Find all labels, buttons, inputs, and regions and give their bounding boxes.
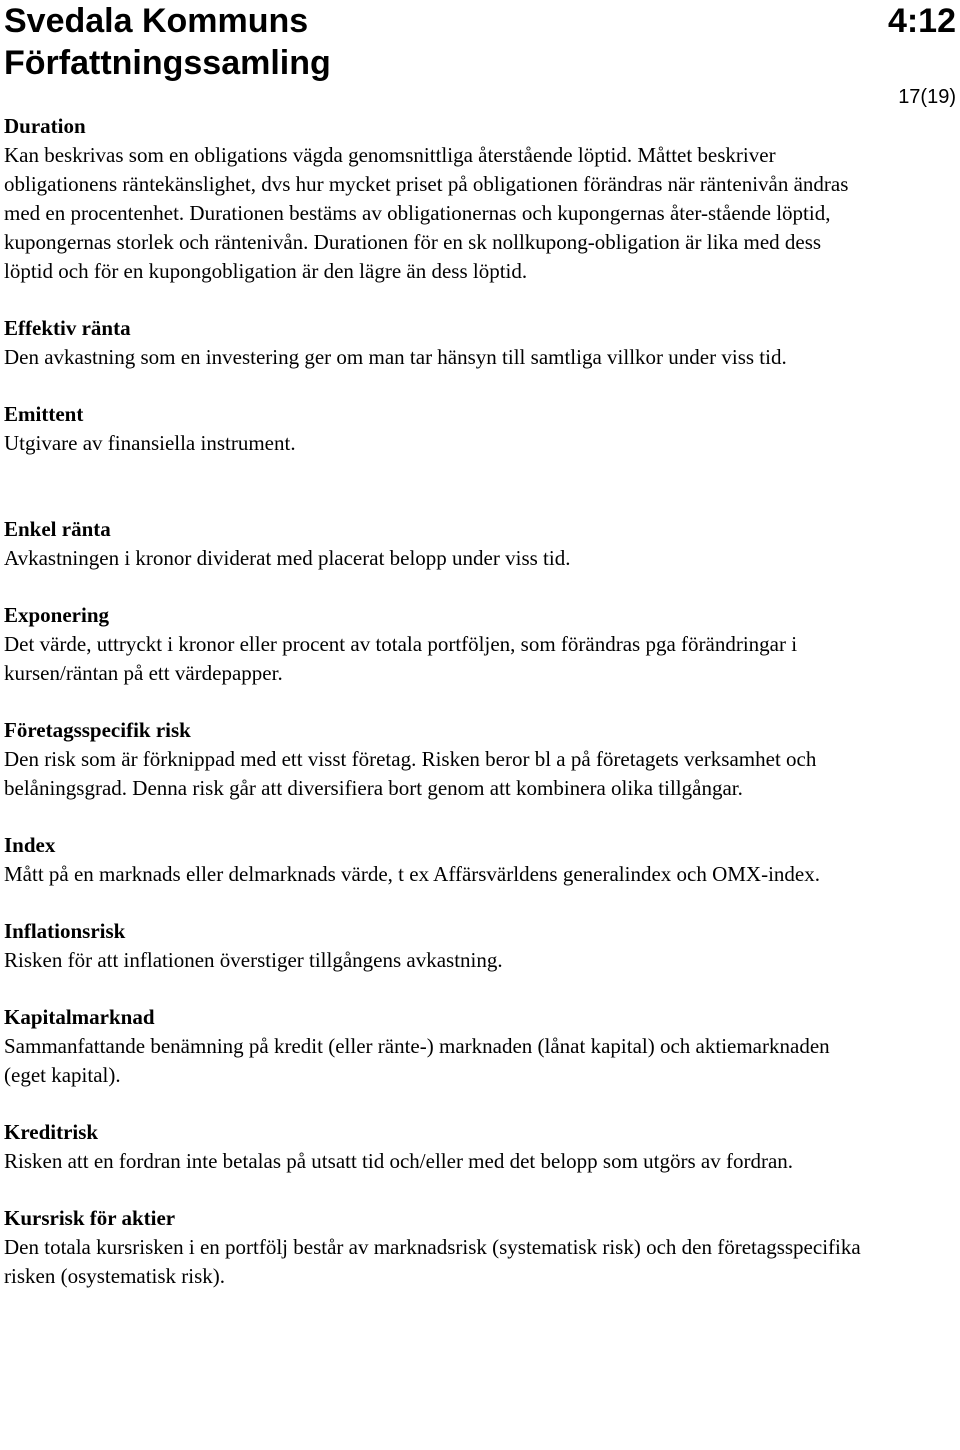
- entry-term: Kapitalmarknad: [4, 1005, 155, 1029]
- entry-definition: Mått på en marknads eller delmarknads värde, t ex Affärsvärldens generalindex och OMX-index.: [4, 862, 820, 886]
- glossary-entry-duration: [4, 112, 864, 286]
- glossary-entry-enkel-ranta: [4, 515, 864, 573]
- document-title: [4, 0, 331, 84]
- glossary-list: [4, 112, 864, 1291]
- entry-definition: Den risk som är förknippad med ett visst företag. Risken beror bl a på företagets verksamhet och belåningsgrad. Denna risk går att diversifiera bort genom att kombinera olika tillgångar.: [4, 747, 817, 800]
- glossary-entry-emittent: [4, 400, 864, 458]
- glossary-entry-kapitalmarknad: [4, 1003, 864, 1090]
- section-code: 4:12: [887, 2, 956, 40]
- entry-definition: Risken att en fordran inte betalas på utsatt tid och/eller med det belopp som utgörs av fordran.: [4, 1149, 794, 1173]
- entry-definition: Avkastningen i kronor dividerat med placerat belopp under viss tid.: [4, 546, 571, 570]
- entry-term: Index: [4, 833, 56, 857]
- title-line-1: Svedala Kommuns: [4, 2, 309, 40]
- entry-term: Effektiv ränta: [4, 316, 131, 340]
- glossary-entry-kursrisk-for-aktier: [4, 1204, 864, 1291]
- entry-definition: Den totala kursrisken i en portfölj består av marknadsrisk (systematisk risk) och den företagsspecifika risken (osystematisk risk).: [4, 1235, 861, 1288]
- page-number: 17(19): [898, 86, 956, 108]
- entry-definition: Kan beskrivas som en obligations vägda genomsnittliga återstående löptid. Måttet beskriver obligationens räntekänslighet, dvs hur mycket priset på obligationen förändras när räntenivån ändras med en procentenhet. Durationen bestäms av obligationernas och kupongernas åter-stående löptid, kupongernas storlek och räntenivån. Durationen för en sk nollkupong-obligation är lika med dess löptid och för en kupongobligation är den lägre än dess löptid.: [4, 143, 849, 283]
- glossary-entry-exponering: [4, 601, 864, 688]
- entry-definition: Det värde, uttryckt i kronor eller procent av totala portföljen, som förändras pga förändringar i kursen/räntan på ett värdepapper.: [4, 632, 798, 685]
- title-line-2: Författningssamling: [4, 44, 331, 82]
- glossary-entry-kreditrisk: [4, 1118, 864, 1176]
- glossary-entry-index: [4, 831, 864, 889]
- entry-definition: Den avkastning som en investering ger om man tar hänsyn till samtliga villkor under viss tid.: [4, 345, 787, 369]
- glossary-entry-foretagsspecifik-risk: [4, 716, 864, 803]
- entry-term: Duration: [4, 114, 86, 138]
- entry-term: Exponering: [4, 603, 110, 627]
- entry-term: Emittent: [4, 402, 84, 426]
- entry-term: Kreditrisk: [4, 1120, 99, 1144]
- entry-term: Företagsspecifik risk: [4, 718, 191, 742]
- entry-definition: Utgivare av finansiella instrument.: [4, 431, 296, 455]
- entry-definition: Risken för att inflationen överstiger tillgångens avkastning.: [4, 948, 503, 972]
- entry-term: Enkel ränta: [4, 517, 111, 541]
- entry-definition: Sammanfattande benämning på kredit (eller ränte-) marknaden (lånat kapital) och aktiemarknaden (eget kapital).: [4, 1034, 830, 1087]
- entry-term: Kursrisk för aktier: [4, 1206, 176, 1230]
- glossary-entry-inflationsrisk: [4, 917, 864, 975]
- glossary-entry-effektiv-ranta: [4, 314, 864, 372]
- entry-term: Inflationsrisk: [4, 919, 126, 943]
